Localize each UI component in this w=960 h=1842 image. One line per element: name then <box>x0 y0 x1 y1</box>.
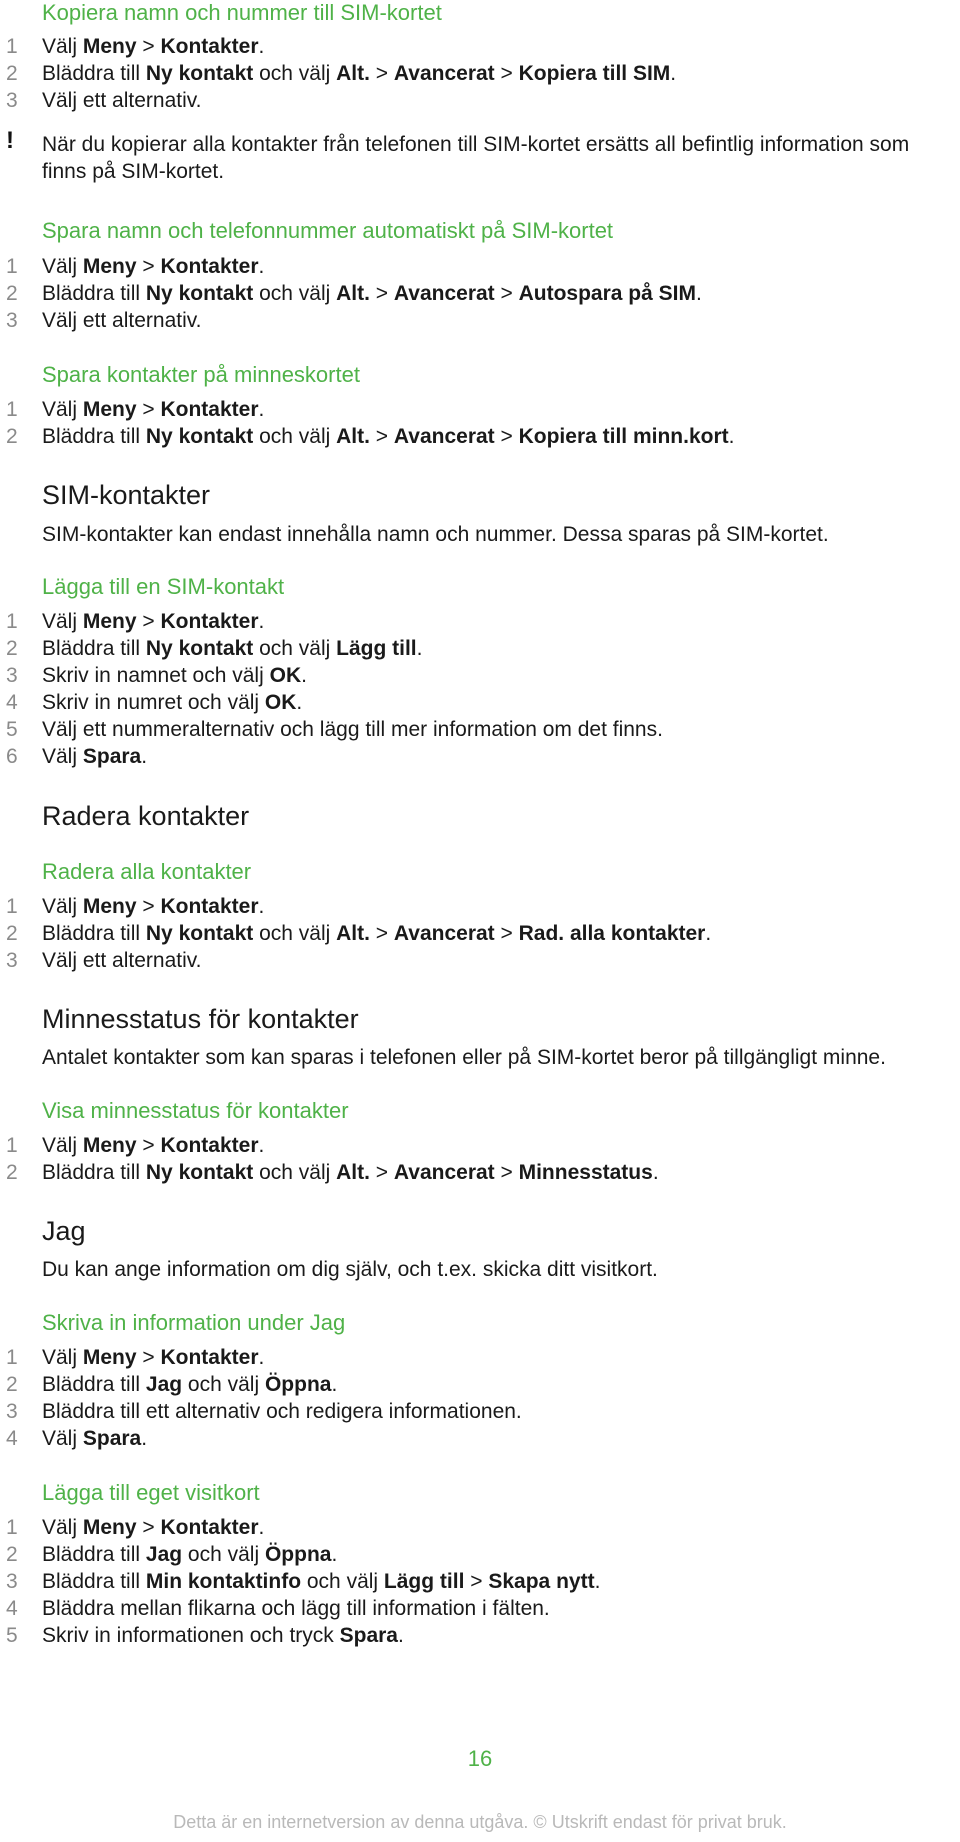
step-text-segment: Bläddra till <box>42 1543 146 1566</box>
ui-term: Avancerat <box>393 62 495 85</box>
section-heading: Kopiera namn och nummer till SIM-kortet <box>42 0 442 25</box>
step-item <box>0 717 960 743</box>
step-text <box>42 1426 147 1452</box>
step-text <box>42 1596 550 1622</box>
step-number: 2 <box>6 922 18 945</box>
step-text <box>42 690 302 716</box>
step-number: 2 <box>6 425 18 448</box>
step-text-segment: . <box>397 1624 404 1647</box>
step-text-segment: > <box>369 922 394 945</box>
step-item <box>0 397 960 423</box>
step-text-segment: > <box>136 255 161 278</box>
ui-term: Min kontaktinfo <box>145 1570 302 1593</box>
step-text-segment: och välj <box>253 282 337 305</box>
section-heading: Radera alla kontakter <box>42 859 252 884</box>
ui-term: Kontakter <box>160 255 259 278</box>
ui-term: Ny kontakt <box>145 62 254 85</box>
step-text <box>42 1160 659 1186</box>
step-text <box>42 663 307 689</box>
step-number: 1 <box>6 255 18 278</box>
ui-term: Avancerat <box>393 282 495 305</box>
step-text-segment: . <box>141 745 148 768</box>
ui-term: Kontakter <box>160 1516 259 1539</box>
step-text-segment: och välj <box>301 1570 384 1593</box>
step-number: 3 <box>6 1400 18 1423</box>
step-number: 1 <box>6 398 18 421</box>
step-item <box>0 424 960 450</box>
step-text-segment: Välj <box>42 895 83 918</box>
step-text-segment: > <box>494 282 519 305</box>
step-text-segment: och välj <box>253 1161 337 1184</box>
step-text-segment: Välj <box>42 1134 83 1157</box>
section-heading: Spara namn och telefonnummer automatiskt på SIM-kortet <box>42 218 614 243</box>
step-item <box>0 690 960 716</box>
step-text-segment: > <box>494 922 519 945</box>
step-text-segment: . <box>331 1543 338 1566</box>
step-text-segment: > <box>136 1516 161 1539</box>
step-number: 3 <box>6 1570 18 1593</box>
section-title: Jag <box>42 1216 86 1246</box>
step-number: 1 <box>6 1346 18 1369</box>
step-text-segment: och välj <box>182 1373 265 1396</box>
step-item <box>0 34 960 60</box>
step-text-segment: > <box>369 62 394 85</box>
step-text-segment: Välj ett alternativ. <box>42 309 202 332</box>
step-item <box>0 1426 960 1452</box>
step-text <box>42 744 147 770</box>
step-item <box>0 1515 960 1541</box>
ui-term: Minnesstatus <box>518 1161 653 1184</box>
ui-term: Lägg till <box>383 1570 465 1593</box>
step-text-segment: . <box>258 895 265 918</box>
step-text-segment: . <box>695 282 702 305</box>
step-text-segment: Välj ett alternativ. <box>42 949 202 972</box>
step-number: 3 <box>6 89 18 112</box>
ui-term: Lägg till <box>336 637 417 660</box>
ui-term: Avancerat <box>393 922 495 945</box>
ui-term: Öppna <box>264 1543 332 1566</box>
ui-term: Alt. <box>336 62 370 85</box>
step-text-segment: . <box>258 610 265 633</box>
step-text-segment: Välj <box>42 745 83 768</box>
step-number: 2 <box>6 282 18 305</box>
ui-term: Avancerat <box>393 425 495 448</box>
step-number: 2 <box>6 62 18 85</box>
step-number: 1 <box>6 610 18 633</box>
ui-term: Kopiera till SIM <box>518 62 671 85</box>
step-text-segment: Välj <box>42 1346 83 1369</box>
step-number: 3 <box>6 664 18 687</box>
step-item <box>0 636 960 662</box>
step-text <box>42 88 202 114</box>
section-heading: Visa minnesstatus för kontakter <box>42 1098 349 1123</box>
ui-term: Alt. <box>336 1161 370 1184</box>
step-text-segment: Bläddra till <box>42 282 146 305</box>
ui-term: Kontakter <box>160 610 259 633</box>
step-text <box>42 254 264 280</box>
ui-term: Spara <box>82 1427 142 1450</box>
step-text-segment: Bläddra till <box>42 637 146 660</box>
step-text <box>42 397 264 423</box>
section-heading: Skriva in information under Jag <box>42 1310 346 1335</box>
ui-term: Meny <box>82 895 137 918</box>
step-text-segment: > <box>369 1161 394 1184</box>
section-title: Minnesstatus för kontakter <box>42 1004 359 1034</box>
step-item <box>0 663 960 689</box>
step-item <box>0 948 960 974</box>
section-paragraph: Antalet kontakter som kan sparas i telefonen eller på SIM-kortet beror på tillgängligt minne. <box>42 1046 886 1069</box>
page-footer: Detta är en internetversion av denna utgåva. © Utskrift endast för privat bruk. <box>173 1812 787 1832</box>
step-text-segment: . <box>331 1373 338 1396</box>
step-item <box>0 1596 960 1622</box>
step-item <box>0 281 960 307</box>
step-text-segment: Bläddra till <box>42 1570 146 1593</box>
step-text <box>42 1372 337 1398</box>
step-item <box>0 254 960 280</box>
ui-term: Ny kontakt <box>145 282 254 305</box>
ui-term: Ny kontakt <box>145 1161 254 1184</box>
step-text-segment: Välj <box>42 1427 83 1450</box>
step-text <box>42 281 702 307</box>
step-number: 2 <box>6 1373 18 1396</box>
ui-term: Jag <box>145 1373 183 1396</box>
step-text-segment: . <box>258 398 265 421</box>
ui-term: Kontakter <box>160 1134 259 1157</box>
step-text-segment: . <box>258 1516 265 1539</box>
step-item <box>0 1345 960 1371</box>
ui-term: Meny <box>82 255 137 278</box>
step-text-segment: . <box>258 35 265 58</box>
step-item <box>0 1160 960 1186</box>
step-text-segment: > <box>136 895 161 918</box>
section-title: SIM-kontakter <box>42 480 211 510</box>
step-number: 5 <box>6 718 18 741</box>
step-item <box>0 1372 960 1398</box>
warning-icon: ! <box>6 127 14 154</box>
ui-term: Ny kontakt <box>145 922 254 945</box>
step-text-segment: > <box>136 1346 161 1369</box>
step-text <box>42 921 711 947</box>
section-paragraph: Du kan ange information om dig själv, och t.ex. skicka ditt visitkort. <box>42 1258 658 1281</box>
ui-term: OK <box>264 691 297 714</box>
step-number: 4 <box>6 1597 18 1620</box>
step-text-segment: Skriv in numret och välj <box>42 691 265 714</box>
step-item <box>0 744 960 770</box>
step-text <box>42 308 202 334</box>
step-text <box>42 34 264 60</box>
ui-term: Kontakter <box>160 398 259 421</box>
section-heading: Lägga till eget visitkort <box>42 1480 260 1505</box>
step-number: 2 <box>6 637 18 660</box>
step-number: 3 <box>6 309 18 332</box>
section-paragraph: SIM-kontakter kan endast innehålla namn och nummer. Dessa sparas på SIM-kortet. <box>42 523 829 546</box>
ui-term: Meny <box>82 398 137 421</box>
step-text-segment: Bläddra till <box>42 1373 146 1396</box>
ui-term: Jag <box>145 1543 183 1566</box>
section-heading: Lägga till en SIM-kontakt <box>42 574 285 599</box>
ui-term: Alt. <box>336 425 370 448</box>
ui-term: OK <box>269 664 302 687</box>
step-text-segment: > <box>494 1161 519 1184</box>
page-number: 16 <box>467 1746 493 1771</box>
step-text <box>42 609 264 635</box>
step-text <box>42 1133 264 1159</box>
step-text-segment: Välj <box>42 398 83 421</box>
step-text <box>42 894 264 920</box>
step-text <box>42 1569 600 1595</box>
step-text-segment: > <box>136 1134 161 1157</box>
step-number: 6 <box>6 745 18 768</box>
step-text-segment: . <box>258 1346 265 1369</box>
section-heading: Spara kontakter på minneskortet <box>42 362 360 387</box>
step-text-segment: Bläddra till <box>42 1161 146 1184</box>
step-text-segment: . <box>705 922 712 945</box>
step-text-segment: och välj <box>182 1543 265 1566</box>
step-item <box>0 1542 960 1568</box>
step-text-segment: . <box>258 1134 265 1157</box>
step-number: 2 <box>6 1543 18 1566</box>
step-text-segment: > <box>369 425 394 448</box>
step-text <box>42 1623 404 1649</box>
step-text-segment: . <box>594 1570 601 1593</box>
step-text <box>42 717 663 743</box>
step-item <box>0 61 960 87</box>
step-text <box>42 1399 522 1425</box>
step-number: 1 <box>6 35 18 58</box>
step-text-segment: . <box>296 691 303 714</box>
step-number: 4 <box>6 1427 18 1450</box>
ui-term: Meny <box>82 35 137 58</box>
ui-term: Meny <box>82 1134 137 1157</box>
ui-term: Ny kontakt <box>145 637 254 660</box>
step-text-segment: > <box>494 425 519 448</box>
step-text-segment: och välj <box>253 637 337 660</box>
step-text <box>42 948 202 974</box>
step-item <box>0 609 960 635</box>
step-item <box>0 894 960 920</box>
step-text-segment: > <box>136 35 161 58</box>
step-item <box>0 921 960 947</box>
step-text-segment: . <box>652 1161 659 1184</box>
step-text-segment: Bläddra till <box>42 425 146 448</box>
ui-term: Spara <box>82 745 142 768</box>
step-text-segment: . <box>301 664 307 687</box>
step-number: 2 <box>6 1161 18 1184</box>
step-text-segment: Bläddra till <box>42 62 146 85</box>
step-number: 5 <box>6 1624 18 1647</box>
step-text <box>42 636 422 662</box>
step-item <box>0 1133 960 1159</box>
step-text-segment: och välj <box>253 62 337 85</box>
step-item <box>0 308 960 334</box>
step-text-segment: Välj ett nummeralternativ och lägg till mer information om det finns. <box>42 718 663 741</box>
step-text-segment: Bläddra till ett alternativ och redigera informationen. <box>42 1400 522 1423</box>
ui-term: Meny <box>82 1346 137 1369</box>
warning-note: När du kopierar alla kontakter från telefonen till SIM-kortet ersätts all befintlig information som finns på SIM-kortet. <box>42 133 910 183</box>
step-item <box>0 1623 960 1649</box>
step-number: 1 <box>6 1134 18 1157</box>
step-text-segment: > <box>494 62 519 85</box>
step-text-segment: . <box>141 1427 148 1450</box>
step-text-segment: Skriv in namnet och välj <box>42 664 270 687</box>
ui-term: Ny kontakt <box>145 425 254 448</box>
ui-term: Öppna <box>264 1373 332 1396</box>
ui-term: Spara <box>339 1624 398 1647</box>
step-text <box>42 1515 264 1541</box>
step-item <box>0 1569 960 1595</box>
ui-term: Autospara på SIM <box>518 282 696 305</box>
step-text-segment: > <box>136 398 161 421</box>
step-item <box>0 88 960 114</box>
step-text-segment: . <box>670 62 677 85</box>
step-text <box>42 1345 264 1371</box>
step-text <box>42 61 676 87</box>
step-text-segment: och välj <box>253 922 337 945</box>
step-text-segment: och välj <box>253 425 337 448</box>
ui-term: Rad. alla kontakter <box>518 922 706 945</box>
step-text-segment: Välj ett alternativ. <box>42 89 202 112</box>
ui-term: Kontakter <box>160 895 259 918</box>
ui-term: Meny <box>82 610 137 633</box>
step-text-segment: Välj <box>42 1516 83 1539</box>
step-text-segment: . <box>258 255 265 278</box>
step-text-segment: . <box>416 637 423 660</box>
step-number: 4 <box>6 691 18 714</box>
ui-term: Meny <box>82 1516 137 1539</box>
step-number: 1 <box>6 1516 18 1539</box>
ui-term: Skapa nytt <box>488 1570 595 1593</box>
ui-term: Kopiera till minn.kort <box>518 425 729 448</box>
step-text <box>42 1542 337 1568</box>
step-text-segment: Välj <box>42 610 83 633</box>
step-text-segment: > <box>136 610 161 633</box>
step-text-segment: > <box>369 282 394 305</box>
step-text-segment: Bläddra mellan flikarna och lägg till information i fälten. <box>42 1597 550 1620</box>
ui-term: Kontakter <box>160 1346 259 1369</box>
ui-term: Kontakter <box>160 35 259 58</box>
ui-term: Avancerat <box>393 1161 495 1184</box>
step-text-segment: Välj <box>42 255 83 278</box>
section-title: Radera kontakter <box>42 801 250 831</box>
step-text-segment: . <box>728 425 735 448</box>
step-number: 1 <box>6 895 18 918</box>
step-number: 3 <box>6 949 18 972</box>
step-text-segment: Bläddra till <box>42 922 146 945</box>
step-item <box>0 1399 960 1425</box>
ui-term: Alt. <box>336 922 370 945</box>
step-text-segment: Skriv in informationen och tryck <box>42 1624 340 1647</box>
step-text <box>42 424 734 450</box>
ui-term: Alt. <box>336 282 370 305</box>
step-text-segment: Välj <box>42 35 83 58</box>
step-text-segment: > <box>464 1570 489 1593</box>
